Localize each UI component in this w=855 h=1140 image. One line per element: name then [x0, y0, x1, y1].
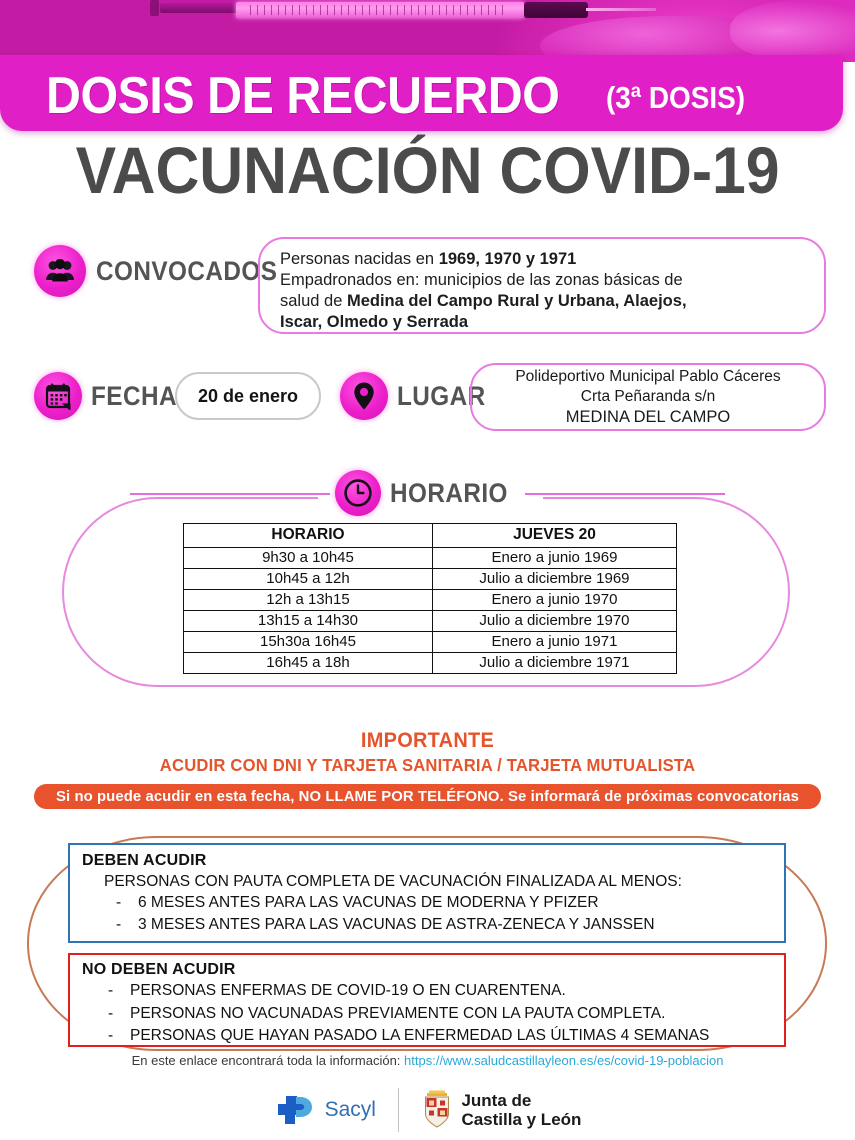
convocados-label: CONVOCADOS [96, 255, 278, 286]
lugar-line-1: Polideportivo Municipal Pablo Cáceres [515, 368, 781, 385]
people-icon [34, 245, 86, 297]
sacyl-logo [274, 1092, 376, 1128]
syringe-plunger-icon [160, 3, 244, 13]
horario-table-body [184, 548, 677, 674]
importante-subtitle: ACUDIR CON DNI Y TARJETA SANITARIA / TARJETA MUTUALISTA [159, 755, 696, 775]
cell-time: 15h30a 16h45 [184, 632, 433, 653]
convocados-line-1 [280, 249, 806, 270]
fecha-label: FECHA [91, 380, 177, 411]
list-item: - PERSONAS NO VACUNADAS PREVIAMENTE CON LA PAUTA COMPLETA. [104, 1003, 784, 1026]
syringe-ticks [250, 5, 508, 15]
cell-group: Julio a diciembre 1969 [432, 569, 676, 590]
syringe-needle-icon [586, 8, 656, 11]
info-link-prefix: En este enlace encontrará toda la información: [131, 1053, 405, 1068]
cell-group: Enero a junio 1969 [432, 548, 676, 569]
title-band-text [0, 66, 843, 126]
cell-time: 13h15 a 14h30 [184, 611, 433, 632]
deben-acudir-lead: PERSONAS CON PAUTA COMPLETA DE VACUNACIÓN FINALIZADA AL MENOS: [104, 873, 682, 890]
table-row [184, 590, 677, 611]
junta-line-1: Junta de [461, 1091, 532, 1110]
column-header-horario: HORARIO [184, 524, 433, 548]
list-item: - PERSONAS ENFERMAS DE COVID-19 O EN CUARENTENA. [104, 980, 784, 1003]
table-row [184, 653, 677, 674]
photo-hand [730, 0, 855, 62]
info-link-url[interactable]: https://www.saludcastillayleon.es/es/covid-19-poblacion [404, 1053, 724, 1068]
band-title: DOSIS DE RECUERDO [46, 67, 560, 125]
convocados-line-2 [280, 270, 806, 291]
location-pin-icon [340, 372, 388, 420]
horario-table [183, 523, 677, 674]
convocados-zones-a: Medina del Campo Rural y Urbana, Alaejos, [346, 292, 687, 310]
lugar-line-3: MEDINA DEL CAMPO [565, 408, 731, 426]
lugar-label: LUGAR [397, 380, 486, 411]
syringe-flange-icon [150, 0, 159, 16]
horario-heading [0, 470, 855, 516]
page-title [0, 131, 855, 209]
clock-icon [335, 470, 381, 516]
list-item: - 3 MESES ANTES PARA LAS VACUNAS DE ASTRA-ZENECA Y JANSSEN [112, 914, 784, 936]
no-deben-acudir-box [68, 953, 786, 1047]
table-row [184, 632, 677, 653]
convocados-line1-prefix: Personas nacidas en [280, 250, 439, 268]
syringe-photo [0, 0, 855, 62]
table-row [184, 548, 677, 569]
convocados-line-4 [280, 312, 806, 333]
lugar-line-2: Crta Peñaranda s/n [580, 388, 716, 405]
cell-time: 10h45 a 12h [184, 569, 433, 590]
sacyl-label: Sacyl [324, 1098, 376, 1121]
table-header-row [184, 524, 677, 548]
horario-label: HORARIO [389, 477, 508, 508]
no-deben-acudir-title: NO DEBEN ACUDIR [82, 961, 236, 978]
fecha-value: 20 de enero [175, 372, 321, 420]
headline-text: VACUNACIÓN COVID-19 [75, 133, 780, 207]
band-subtitle: (3ª DOSIS) [606, 80, 746, 115]
info-link-line [0, 1053, 855, 1068]
table-row [184, 569, 677, 590]
footer [0, 1088, 855, 1132]
cell-group: Enero a junio 1971 [432, 632, 676, 653]
convocados-line-3 [280, 291, 806, 312]
convocados-zones-b: Iscar, Olmedo y Serrada [280, 313, 469, 331]
list-item: - 6 MESES ANTES PARA LAS VACUNAS DE MODERNA Y PFIZER [112, 892, 784, 914]
convocados-box [258, 237, 826, 334]
junta-crest-icon [421, 1089, 453, 1131]
cell-group: Enero a junio 1970 [432, 590, 676, 611]
sacyl-mark-icon [274, 1092, 318, 1128]
convocados-line2-text: Empadronados en: municipios de las zonas básicas de [280, 271, 683, 289]
cell-time: 16h45 a 18h [184, 653, 433, 674]
importante-banner: Si no puede acudir en esta fecha, NO LLAME POR TELÉFONO. Se informará de próximas convocatorias [34, 784, 821, 809]
deben-acudir-box [68, 843, 786, 943]
column-header-jueves: JUEVES 20 [432, 524, 676, 548]
title-band [0, 55, 843, 131]
lugar-box [470, 363, 826, 431]
cell-group: Julio a diciembre 1971 [432, 653, 676, 674]
list-item: - PERSONAS QUE HAYAN PASADO LA ENFERMEDAD LAS ÚLTIMAS 4 SEMANAS [104, 1025, 784, 1048]
calendar-icon [34, 372, 82, 420]
convocados-line3-prefix: salud de [280, 292, 347, 310]
junta-line-2: Castilla y León [461, 1110, 582, 1129]
fecha-row [34, 372, 187, 420]
table-row [184, 611, 677, 632]
cell-group: Julio a diciembre 1970 [432, 611, 676, 632]
importante-title: IMPORTANTE [360, 729, 495, 752]
junta-label [461, 1091, 581, 1129]
deben-acudir-title: DEBEN ACUDIR [82, 852, 207, 869]
convocados-years: 1969, 1970 y 1971 [438, 250, 577, 268]
cell-time: 12h a 13h15 [184, 590, 433, 611]
junta-logo [421, 1089, 581, 1131]
deben-acudir-list [112, 892, 784, 935]
cell-time: 9h30 a 10h45 [184, 548, 433, 569]
syringe-hub-icon [524, 2, 588, 18]
footer-divider [398, 1088, 400, 1132]
no-deben-acudir-list [104, 980, 784, 1048]
